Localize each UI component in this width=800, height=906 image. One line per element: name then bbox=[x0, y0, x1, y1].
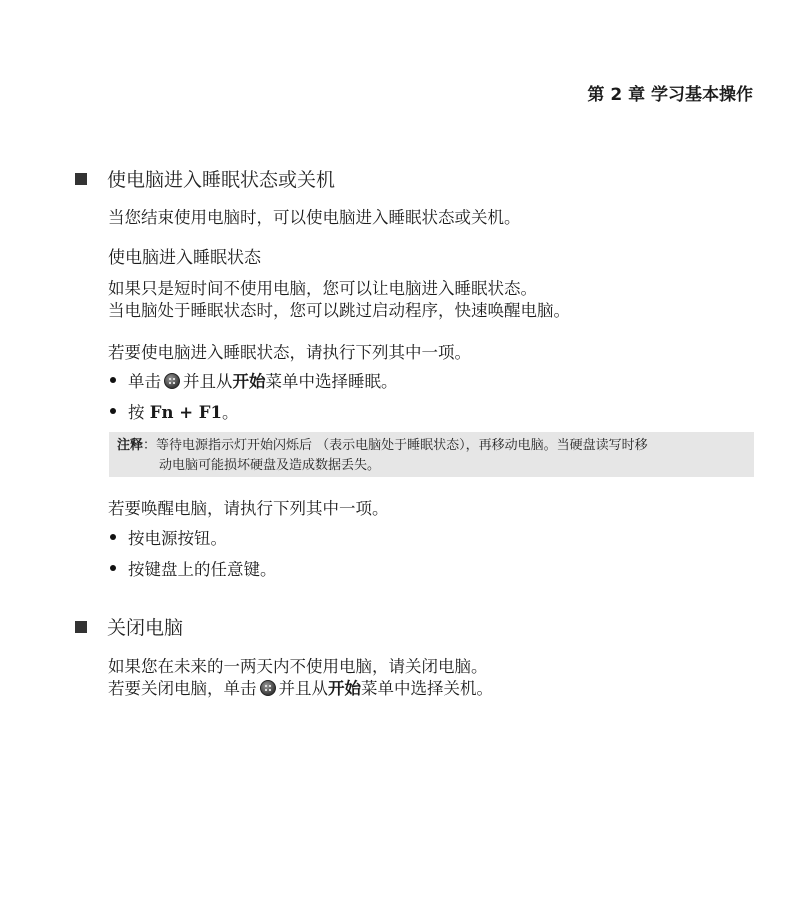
note-box bbox=[109, 432, 754, 477]
note-line1 bbox=[117, 435, 648, 456]
subheading-sleep: 使电脑进入睡眠状态 bbox=[108, 248, 261, 268]
bullet-dot-icon bbox=[110, 534, 116, 540]
bullet-text-suffix: 菜单中选择睡眠。 bbox=[265, 372, 398, 391]
list-item-click-start-sleep bbox=[110, 368, 398, 392]
shutdown-paragraph-line1: 如果您在未来的一两天内不使用电脑，请关闭电脑。 bbox=[108, 657, 488, 676]
note-colon: ： bbox=[143, 438, 157, 453]
shutdown-paragraph-line2 bbox=[108, 677, 493, 700]
chapter-header: 第 2 章 学习基本操作 bbox=[587, 85, 753, 105]
note-text-line2: 动电脑可能损坏硬盘及造成数据丢失。 bbox=[159, 458, 381, 473]
square-bullet-icon bbox=[75, 621, 87, 633]
bullet-text-prefix: 单击 bbox=[128, 372, 161, 391]
start-menu-label: 开始 bbox=[328, 679, 361, 698]
bullet-dot-icon bbox=[110, 377, 116, 383]
bullet-text-suffix: 。 bbox=[221, 403, 239, 422]
list-item-fn-f1 bbox=[110, 399, 238, 423]
bullet-dot-icon bbox=[110, 565, 116, 571]
start-menu-label: 开始 bbox=[232, 372, 266, 391]
bullet-text: 按电源按钮。 bbox=[128, 529, 227, 548]
text-suffix: 菜单中选择关机。 bbox=[361, 679, 493, 698]
sleep-paragraph-line2: 当电脑处于睡眠状态时，您可以跳过启动程序，快速唤醒电脑。 bbox=[108, 301, 570, 320]
section-heading-text: 关闭电脑 bbox=[107, 617, 184, 639]
bullet-text: 按键盘上的任意键。 bbox=[128, 560, 277, 579]
note-text-line1: 等待电源指示灯开始闪烁后 （表示电脑处于睡眠状态），再移动电脑。当硬盘读写时移 bbox=[156, 438, 648, 453]
section-heading-shutdown bbox=[75, 613, 183, 640]
text-middle: 并且从 bbox=[278, 679, 328, 698]
text-prefix: 若要关闭电脑，单击 bbox=[108, 679, 257, 698]
intro-paragraph: 当您结束使用电脑时，可以使电脑进入睡眠状态或关机。 bbox=[108, 208, 521, 227]
bullet-text-prefix: 按 bbox=[128, 403, 150, 422]
key-combination: Fn + F1 bbox=[149, 403, 222, 422]
wake-prompt: 若要唤醒电脑，请执行下列其中一项。 bbox=[108, 499, 389, 518]
section-heading-text: 使电脑进入睡眠状态或关机 bbox=[107, 169, 336, 191]
sleep-prompt: 若要使电脑进入睡眠状态，请执行下列其中一项。 bbox=[108, 343, 471, 362]
windows-start-orb-icon bbox=[164, 373, 180, 389]
bullet-dot-icon bbox=[110, 408, 116, 414]
bullet-text-middle: 并且从 bbox=[183, 372, 233, 391]
note-label: 注释 bbox=[117, 438, 144, 453]
section-heading-sleep-shutdown bbox=[75, 165, 335, 192]
list-item-any-key bbox=[110, 556, 277, 580]
sleep-paragraph-line1: 如果只是短时间不使用电脑，您可以让电脑进入睡眠状态。 bbox=[108, 279, 537, 298]
list-item-power-button bbox=[110, 525, 227, 549]
square-bullet-icon bbox=[75, 173, 87, 185]
windows-start-orb-icon bbox=[260, 680, 276, 696]
